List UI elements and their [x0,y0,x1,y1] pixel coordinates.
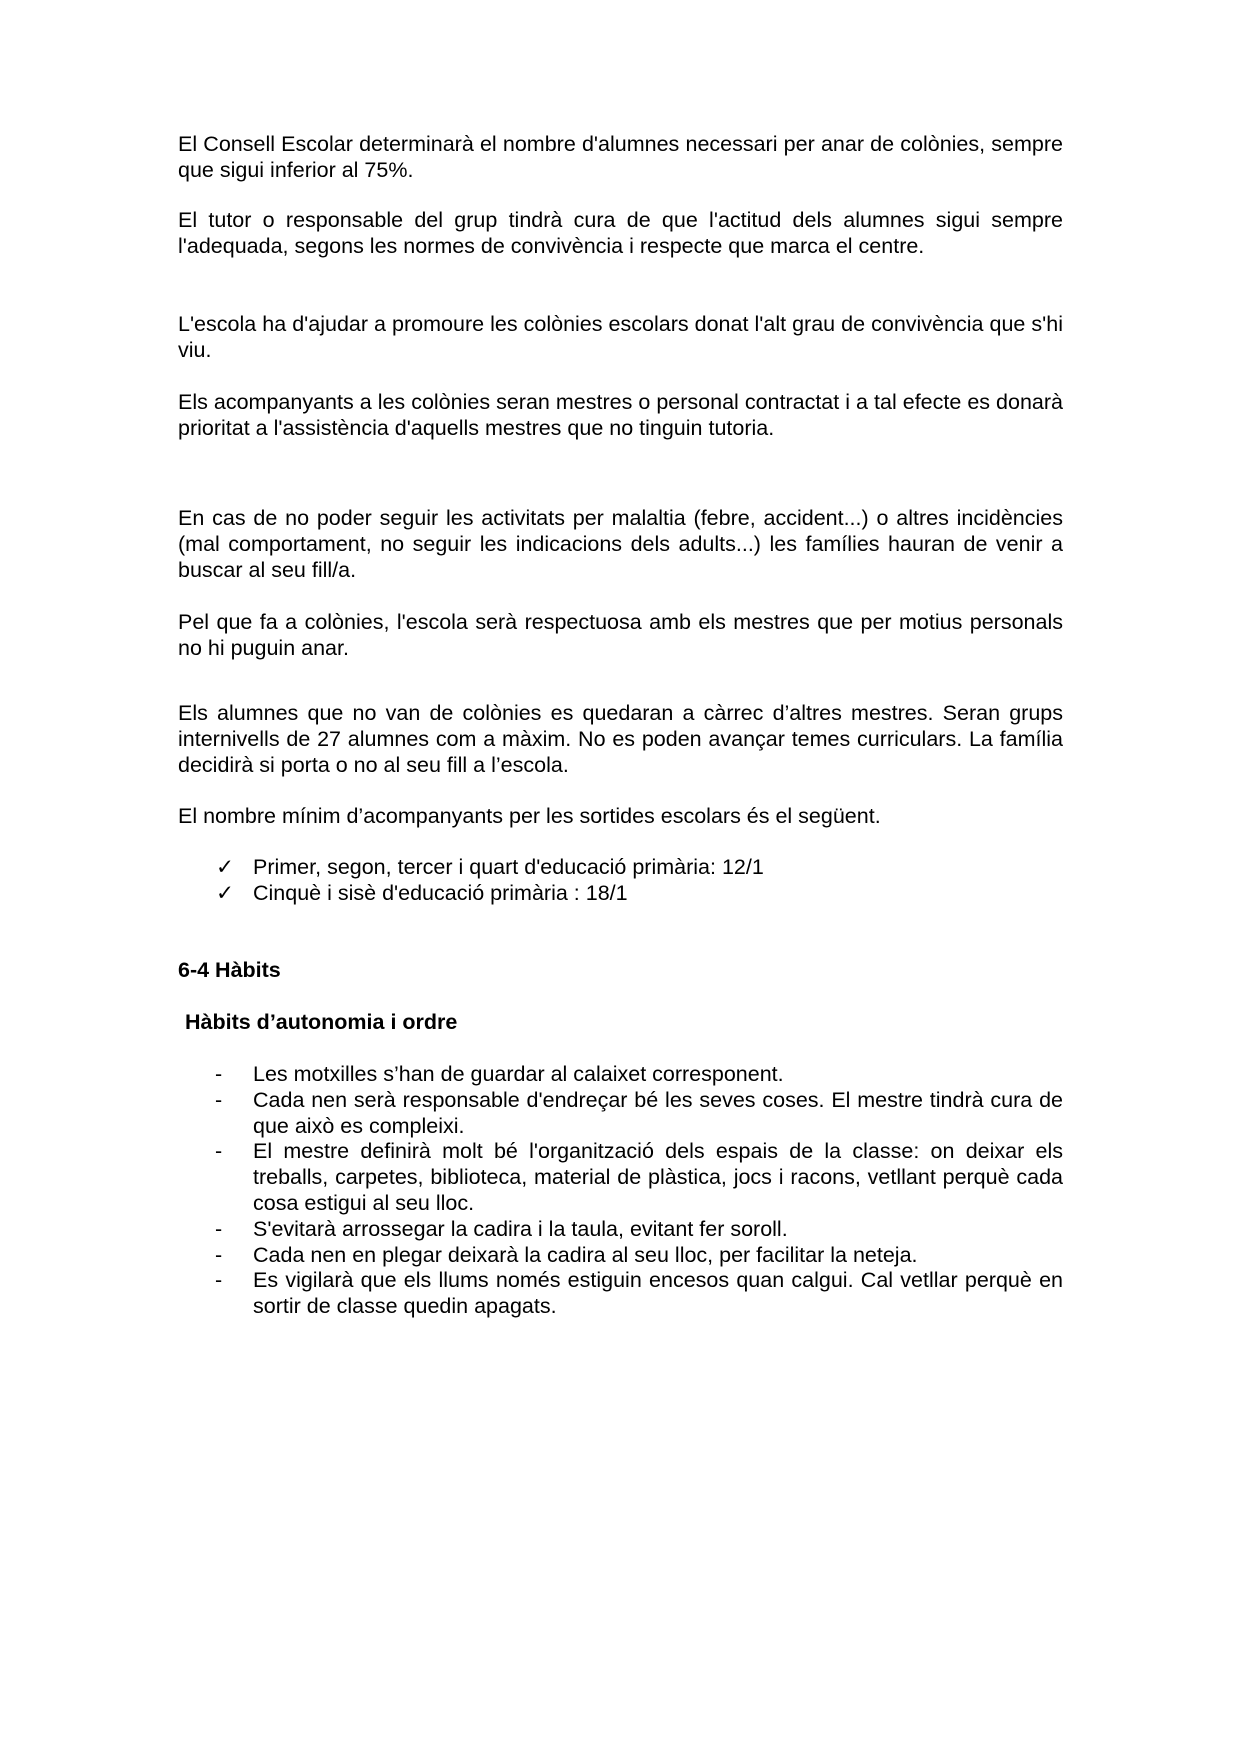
dash-list [178,1062,1063,1320]
list-item [178,1062,1063,1088]
subsection-heading: Hàbits d’autonomia i ordre [185,1010,458,1034]
paragraph-mestres: Pel que fa a colònies, l'escola serà respectuosa amb els mestres que per motius personals no hi puguin anar. [178,610,1063,660]
list-item-text: Primer, segon, tercer i quart d'educació primària: 12/1 [253,855,764,879]
check-icon: ✓ [216,880,235,905]
list-item-text: Cinquè i sisè d'educació primària : 18/1 [253,880,628,905]
paragraph-acompanyants: Els acompanyants a les colònies seran mestres o personal contractat i a tal efecte es donarà prioritat a l'assistència d'aquells mestres que no tinguin tutoria. [178,390,1063,440]
list-item [178,1088,1063,1140]
list-item [178,1268,1063,1320]
list-item [178,855,1063,881]
list-item [178,881,1063,907]
check-list [178,855,1063,907]
dash-marker: - [215,1242,223,1267]
dash-marker: - [215,1139,223,1164]
paragraph-alumnes: Els alumnes que no van de colònies es quedaran a càrrec d’altres mestres. Seran grups internivells de 27 alumnes com a màxim. No es poden avançar temes curriculars. La família decidirà si porta o no al seu fill a l’escola. [178,701,1063,777]
check-icon: ✓ [216,855,235,879]
list-item-text: S'evitarà arrossegar la cadira i la taula, evitant fer soroll. [253,1216,788,1241]
paragraph-consell-escolar: El Consell Escolar determinarà el nombre d'alumnes necessari per anar de colònies, sempre que sigui inferior al 75%. [178,132,1063,182]
list-item-text: Cada nen en plegar deixarà la cadira al seu lloc, per facilitar la neteja. [253,1242,918,1267]
list-item-text: Les motxilles s’han de guardar al calaixet corresponent. [253,1062,784,1086]
dash-marker: - [215,1216,223,1241]
paragraph-malaltia: En cas de no poder seguir les activitats per malaltia (febre, accident...) o altres incidències (mal comportament, no seguir les indicacions dels adults...) les famílies hauran de venir a buscar al seu fill/a. [178,506,1063,582]
paragraph-nombre-minim: El nombre mínim d’acompanyants per les sortides escolars és el següent. [178,804,881,828]
list-item [178,1139,1063,1216]
list-item-text: El mestre definirà molt bé l'organització dels espais de la classe: on deixar els treballs, carpetes, biblioteca, material de plàstica, jocs i racons, vetllant perquè cada cosa estigui al seu lloc. [253,1139,1063,1215]
paragraph-escola: L'escola ha d'ajudar a promoure les colònies escolars donat l'alt grau de convivència que s'hi viu. [178,312,1063,362]
list-item-text: Cada nen serà responsable d'endreçar bé les seves coses. El mestre tindrà cura de que això es compleixi. [253,1087,1063,1138]
section-heading: 6-4 Hàbits [178,958,281,982]
dash-marker: - [215,1062,223,1086]
paragraph-tutor: El tutor o responsable del grup tindrà cura de que l'actitud dels alumnes sigui sempre l'adequada, segons les normes de convivència i respecte que marca el centre. [178,208,1063,258]
dash-marker: - [215,1268,223,1293]
list-item [178,1217,1063,1243]
list-item-text: Es vigilarà que els llums només estiguin encesos quan calgui. Cal vetllar perquè en sortir de classe quedin apagats. [253,1268,1063,1319]
dash-marker: - [215,1087,223,1112]
list-item [178,1243,1063,1269]
